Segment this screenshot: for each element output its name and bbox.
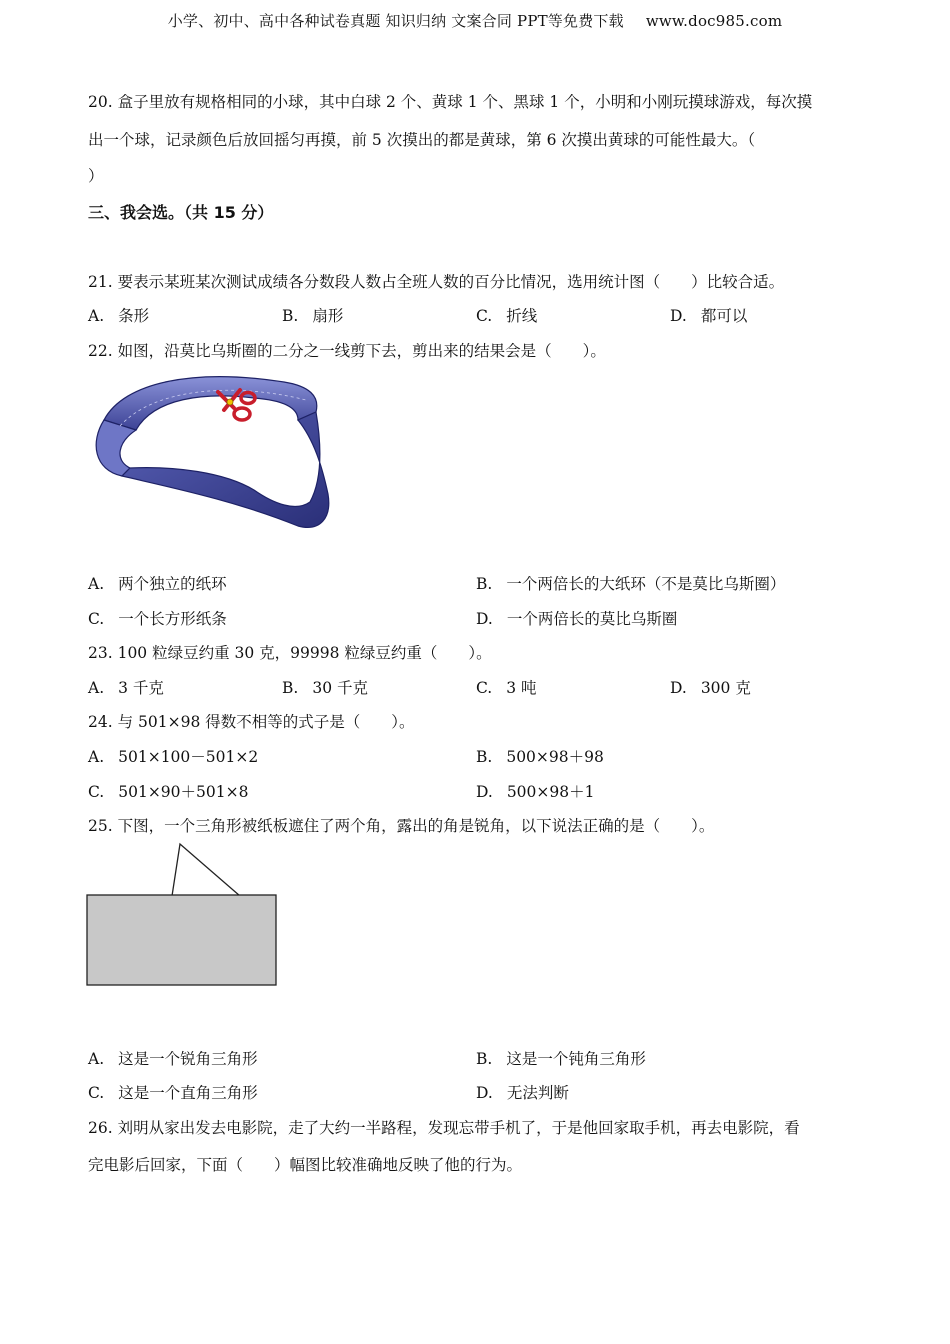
q22-option-a: A. 两个独立的纸环 (88, 575, 227, 593)
q24-option-b: B. 500×98＋98 (476, 748, 604, 766)
q25-option-a: A. 这是一个锐角三角形 (88, 1050, 258, 1068)
section-3-title: 三、我会选。（共 15 分） (88, 203, 274, 222)
q24-option-d: D. 500×98＋1 (476, 783, 595, 801)
q24-option-c: C. 501×90＋501×8 (88, 783, 249, 801)
triangle-exposed-angle (172, 844, 240, 896)
mobius-strip-figure (84, 362, 334, 537)
q22-option-d: D. 一个两倍长的莫比乌斯圈 (476, 610, 678, 628)
header-text: 小学、初中、高中各种试卷真题 知识归纳 文案合同 PPT等免费下载 (167, 12, 624, 30)
q21-option-a: A. 条形 (88, 307, 150, 325)
q20-line-3: ） (88, 167, 104, 185)
triangle-cardboard-figure (84, 840, 284, 990)
q23-option-c: C. 3 吨 (476, 679, 537, 697)
q26-line-2: 完电影后回家，下面（ ）幅图比较准确地反映了他的行为。 (88, 1156, 523, 1174)
q20-line-2: 出一个球，记录颜色后放回摇匀再摸，前 5 次摸出的都是黄球，第 6 次摸出黄球的可能性最大。（ (88, 131, 756, 149)
page-header (0, 10, 950, 31)
q24-stem: 24. 与 501×98 得数不相等的式子是（ ）。 (88, 713, 415, 731)
q23-option-d: D. 300 克 (670, 679, 751, 697)
q26-line-1: 26. 刘明从家出发去电影院，走了大约一半路程，发现忘带手机了，于是他回家取手机，再去电影院，看 (88, 1119, 800, 1137)
cardboard-rectangle (87, 895, 276, 985)
q20-line-1: 20. 盒子里放有规格相同的小球，其中白球 2 个、黄球 1 个、黑球 1 个，小明和小刚玩摸球游戏，每次摸 (88, 93, 813, 111)
q21-option-d: D. 都可以 (670, 307, 748, 325)
q22-stem: 22. 如图，沿莫比乌斯圈的二分之一线剪下去，剪出来的结果会是（ ）。 (88, 342, 606, 360)
q22-option-b: B. 一个两倍长的大纸环（不是莫比乌斯圈） (476, 575, 786, 593)
q24-option-a: A. 501×100－501×2 (88, 748, 259, 766)
q23-stem: 23. 100 粒绿豆约重 30 克，99998 粒绿豆约重（ ）。 (88, 644, 492, 662)
q22-option-c: C. 一个长方形纸条 (88, 610, 227, 628)
q21-stem: 21. 要表示某班某次测试成绩各分数段人数占全班人数的百分比情况，选用统计图（ ）比较合适。 (88, 273, 785, 291)
q25-stem: 25. 下图，一个三角形被纸板遮住了两个角，露出的角是锐角，以下说法正确的是（ ）。 (88, 817, 715, 835)
mobius-front-band (122, 412, 329, 527)
q23-option-a: A. 3 千克 (88, 679, 164, 697)
q21-option-b: B. 扇形 (282, 307, 344, 325)
mobius-back-band (104, 377, 317, 430)
q25-option-c: C. 这是一个直角三角形 (88, 1084, 258, 1102)
q23-option-b: B. 30 千克 (282, 679, 368, 697)
q25-option-d: D. 无法判断 (476, 1084, 569, 1102)
q25-option-b: B. 这是一个钝角三角形 (476, 1050, 646, 1068)
header-site: www.doc985.com (645, 12, 783, 30)
q21-option-c: C. 折线 (476, 307, 538, 325)
